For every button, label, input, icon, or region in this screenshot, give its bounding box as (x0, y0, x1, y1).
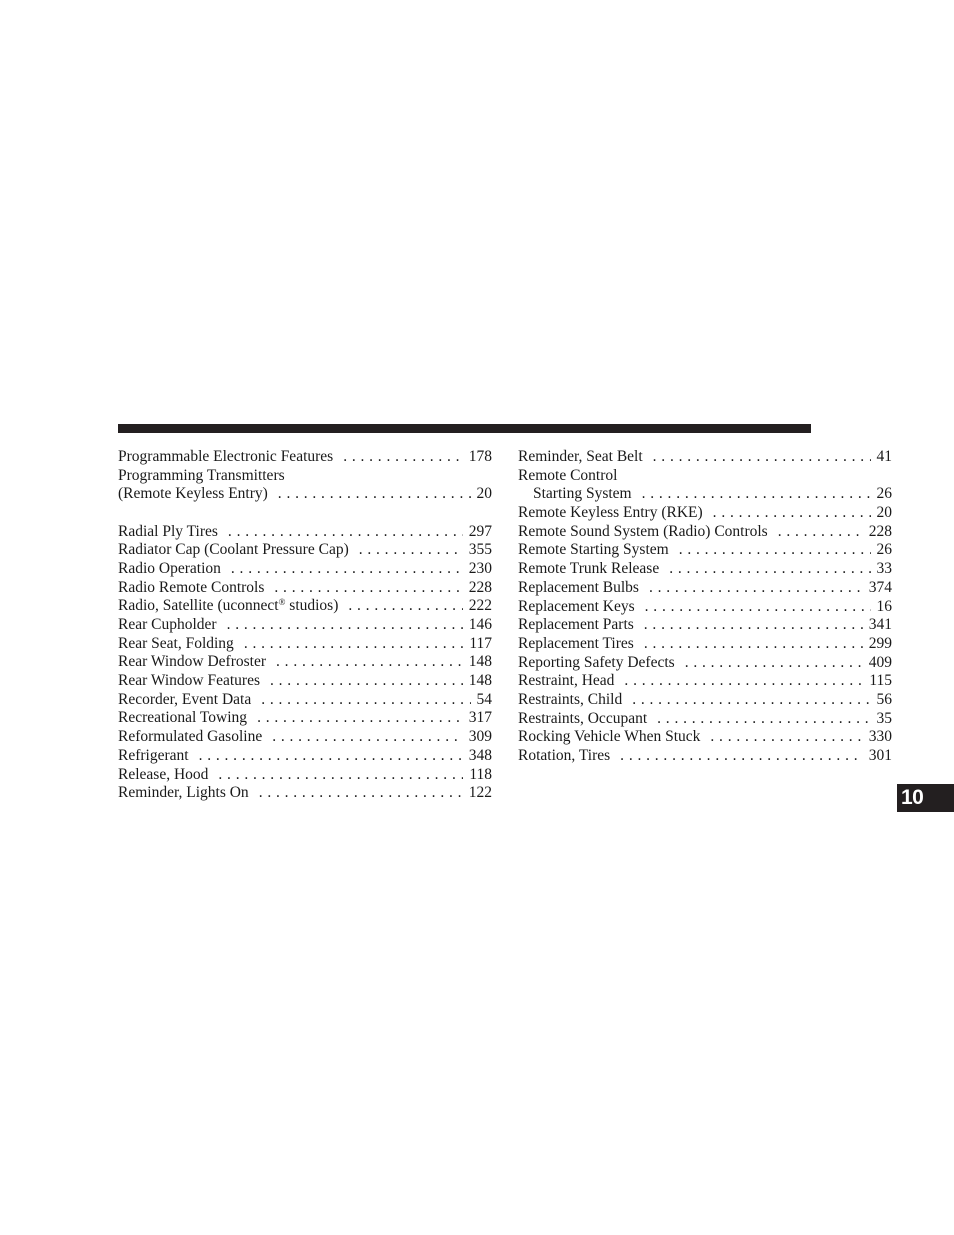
index-entry-page[interactable]: 117 (469, 634, 492, 652)
index-entry-name: Starting System (533, 485, 632, 503)
index-entry-name: Refrigerant (118, 746, 189, 764)
index-entry-name: Restraints, Child (518, 690, 623, 708)
dot-leader (710, 728, 862, 747)
dot-leader (624, 672, 863, 691)
dot-leader (274, 579, 462, 598)
dot-leader (218, 766, 463, 785)
index-entry-name: Reformulated Gasoline (118, 728, 263, 746)
index-entry-name: Rotation, Tires (518, 747, 611, 764)
index-entry[interactable] (118, 485, 492, 504)
index-entry-name: Reminder, Lights On (118, 784, 249, 802)
index-entry[interactable] (118, 523, 492, 542)
index-entry[interactable] (518, 504, 892, 523)
index-entry-page[interactable]: 122 (468, 784, 492, 802)
dot-leader (261, 691, 470, 710)
dot-leader (657, 710, 870, 729)
dot-leader (644, 635, 863, 654)
index-entry[interactable] (518, 541, 892, 560)
index-entry[interactable] (518, 448, 892, 467)
index-entry-name: Programmable Electronic Features (118, 448, 334, 465)
index-entry-name: Restraint, Head (518, 672, 615, 690)
index-entry[interactable] (518, 728, 892, 747)
index-entry[interactable] (118, 448, 492, 467)
chapter-tab[interactable]: 10 (897, 784, 954, 812)
index-entry[interactable] (118, 691, 492, 710)
index-entry-page[interactable]: 355 (468, 541, 492, 559)
index-entry-name: (Remote Keyless Entry) (118, 485, 268, 503)
index-entry[interactable] (518, 672, 892, 691)
index-entry[interactable] (518, 654, 892, 673)
index-column-right (518, 448, 892, 766)
index-entry[interactable] (118, 728, 492, 747)
index-entry[interactable] (118, 672, 492, 691)
dot-leader (231, 560, 463, 579)
index-entry-page[interactable]: 317 (468, 709, 492, 727)
index-entry[interactable] (118, 541, 492, 560)
dot-leader (359, 541, 463, 560)
index-entry-name: Rocking Vehicle When Stuck (518, 728, 701, 746)
index-entry-name: Remote Sound System (Radio) Controls (518, 522, 768, 540)
index-entry-name: Radiator Cap (Coolant Pressure Cap) (118, 541, 349, 559)
dot-leader (713, 504, 871, 523)
index-entry-page[interactable]: 20 (476, 485, 492, 503)
dot-leader (348, 597, 462, 616)
index-entry-name: Radio Remote Controls (118, 578, 265, 596)
index-entry-name: Replacement Tires (518, 634, 634, 652)
index-entry-page[interactable]: 26 (876, 541, 892, 559)
index-entry-page[interactable]: 41 (876, 448, 892, 465)
dot-leader (644, 616, 863, 635)
dot-leader (259, 784, 463, 803)
index-entry-name: Rear Seat, Folding (118, 634, 234, 652)
index-entry-page[interactable]: 374 (868, 578, 892, 596)
dot-leader (276, 653, 463, 672)
index-entry-page[interactable]: 228 (868, 522, 892, 540)
index-subheading: Remote Control (518, 466, 618, 484)
dot-leader (257, 709, 463, 728)
index-entry-page[interactable]: 309 (468, 728, 492, 746)
index-entry[interactable] (118, 635, 492, 654)
index-entry-page[interactable]: 330 (868, 728, 892, 746)
index-entry[interactable] (118, 653, 492, 672)
index-entry[interactable] (118, 766, 492, 785)
dot-leader (272, 728, 463, 747)
index-entry-page[interactable]: 341 (868, 616, 892, 634)
index-entry-name: Radio Operation (118, 559, 221, 577)
index-entry[interactable] (518, 616, 892, 635)
dot-leader (632, 691, 870, 710)
index-entry-page[interactable]: 35 (876, 709, 892, 727)
dot-leader (620, 747, 863, 766)
index-entry-name-part: Radio, Satellite (uconnect (118, 597, 279, 615)
index-entry[interactable] (518, 560, 892, 579)
index-entry[interactable] (118, 616, 492, 635)
index-entry[interactable] (518, 747, 892, 766)
section-gap (118, 504, 492, 523)
header-rule (118, 424, 811, 433)
index-entry[interactable] (518, 523, 892, 542)
index-entry[interactable] (518, 598, 892, 617)
index-entry-name: Rear Cupholder (118, 616, 217, 633)
index-entry[interactable] (518, 635, 892, 654)
index-entry-page[interactable]: 297 (468, 522, 492, 540)
index-entry-page[interactable]: 230 (468, 559, 492, 577)
index-entry[interactable] (118, 709, 492, 728)
index-entry-page[interactable]: 20 (876, 504, 892, 522)
index-entry-name: Replacement Parts (518, 616, 634, 634)
index-entry-page[interactable]: 178 (468, 448, 492, 465)
index-entry-name: Reminder, Seat Belt (518, 448, 643, 465)
index-entry-name: Replacement Bulbs (518, 578, 639, 596)
index-entry-page[interactable]: 222 (468, 597, 492, 615)
index-entry-name: Recorder, Event Data (118, 690, 252, 708)
index-entry-page[interactable]: 146 (468, 616, 492, 633)
index-entry-name: Release, Hood (118, 765, 209, 783)
index-entry[interactable] (118, 784, 492, 803)
index-entry-name: Rear Window Features (118, 672, 260, 690)
index-entry-name: Recreational Towing (118, 709, 248, 727)
index-subheading: Programming Transmitters (118, 466, 285, 484)
dot-leader (645, 598, 871, 617)
index-entry-page[interactable]: 26 (876, 485, 892, 503)
index-column-left (118, 448, 492, 803)
index-entry[interactable] (518, 691, 892, 710)
index-entry-page[interactable]: 299 (868, 634, 892, 652)
index-entry[interactable] (118, 579, 492, 598)
index-entry-page[interactable]: 33 (876, 560, 892, 578)
index-entry-name: Radial Ply Tires (118, 522, 218, 540)
index-entry-name: Restraints, Occupant (518, 709, 648, 727)
index-entry-name: Remote Starting System (518, 541, 669, 559)
dot-leader (227, 616, 463, 635)
dot-leader (244, 635, 464, 654)
dot-leader (669, 560, 870, 579)
index-entry-page[interactable]: 54 (476, 690, 492, 708)
index-entry-name: Reporting Safety Defects (518, 653, 675, 671)
index-entry[interactable] (118, 747, 492, 766)
dot-leader (653, 448, 871, 467)
index-entry-page[interactable]: 118 (469, 765, 492, 783)
index-entry-name-part: studios) (285, 597, 339, 615)
index-entry-page[interactable]: 56 (876, 690, 892, 708)
dot-leader (278, 485, 471, 504)
index-entry-page[interactable]: 148 (468, 653, 492, 671)
index-entry-name: Remote Trunk Release (518, 560, 660, 578)
dot-leader (679, 541, 871, 560)
index-entry-name: Rear Window Defroster (118, 653, 267, 671)
index-entry-page[interactable]: 301 (868, 747, 892, 764)
index-entry[interactable] (118, 597, 492, 616)
index-entry-name: Remote Keyless Entry (RKE) (518, 504, 703, 522)
index-entry-page[interactable]: 409 (868, 653, 892, 671)
dot-leader (270, 672, 463, 691)
index-entry-page[interactable]: 16 (876, 597, 892, 615)
index-entry-page[interactable]: 115 (869, 672, 892, 690)
registered-mark: ® (278, 597, 286, 608)
index-entry-page[interactable]: 148 (468, 672, 492, 690)
index-entry-page[interactable]: 228 (468, 578, 492, 596)
index-entry-name (118, 597, 338, 616)
dot-leader (228, 523, 463, 542)
dot-leader (199, 747, 463, 766)
index-entry-name: Replacement Keys (518, 597, 635, 615)
dot-leader (343, 448, 463, 467)
index-entry[interactable] (118, 560, 492, 579)
index-entry[interactable] (518, 710, 892, 729)
dot-leader (778, 523, 863, 542)
index-entry-page[interactable]: 348 (468, 746, 492, 764)
index-entry[interactable] (518, 579, 892, 598)
dot-leader (685, 654, 863, 673)
dot-leader (642, 485, 871, 504)
index-entry[interactable] (518, 485, 892, 504)
dot-leader (649, 579, 863, 598)
